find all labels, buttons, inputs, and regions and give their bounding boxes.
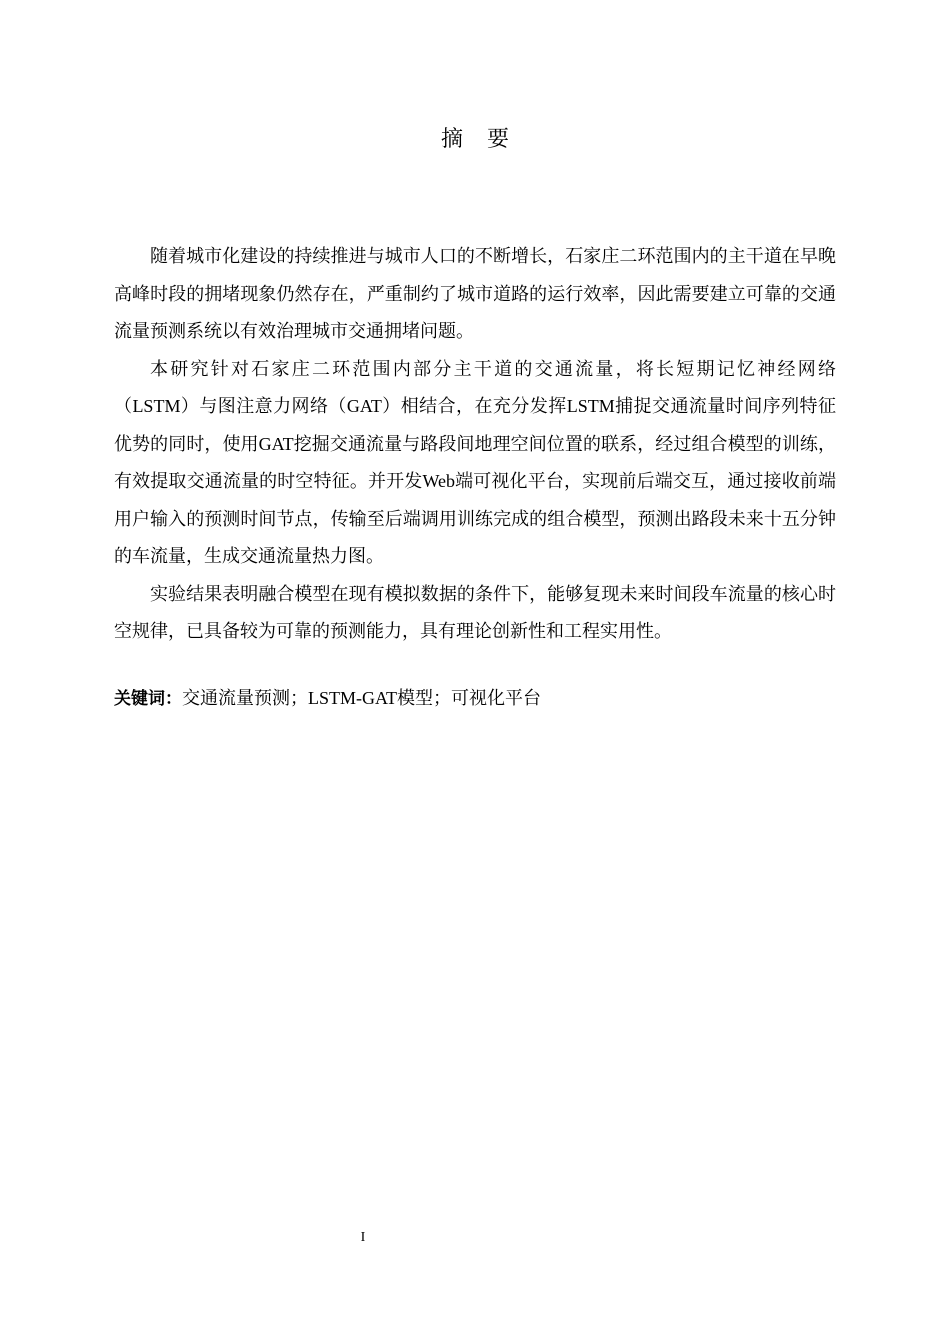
page-number: I bbox=[360, 1230, 366, 1245]
abstract-paragraph-3: 实验结果表明融合模型在现有模拟数据的条件下，能够复现未来时间段车流量的核心时空规律，已具备较为可靠的预测能力，具有理论创新性和工程实用性。 bbox=[114, 583, 836, 641]
title-char-1: 摘 bbox=[440, 127, 463, 152]
page-title bbox=[0, 124, 950, 156]
abstract-body bbox=[114, 238, 836, 651]
abstract-paragraph-2: 本研究针对石家庄二环范围内部分主干道的交通流量，将长短期记忆神经网络（LSTM）与图注意力网络（GAT）相结合，在充分发挥LSTM捕捉交通流量时间序列特征优势的同时，使用GAT挖掘交通流量与路段间地理空间位置的联系，经过组合模型的训练，有效提取交通流量的时空特征。并开发Web端可视化平台，实现前后端交互，通过接收前端用户输入的预测时间节点，传输至后端调用训练完成的组合模型，预测出路段未来十五分钟的车流量，生成交通流量热力图。 bbox=[114, 358, 836, 566]
keywords-text: 交通流量预测；LSTM-GAT模型；可视化平台 bbox=[182, 688, 541, 708]
keywords-line bbox=[114, 683, 836, 714]
keywords-label: 关键词： bbox=[114, 689, 182, 709]
title-char-2: 要 bbox=[487, 127, 510, 152]
abstract-paragraph-1: 随着城市化建设的持续推进与城市人口的不断增长，石家庄二环范围内的主干道在早晚高峰时段的拥堵现象仍然存在，严重制约了城市道路的运行效率，因此需要建立可靠的交通流量预测系统以有效治理城市交通拥堵问题。 bbox=[114, 246, 836, 341]
